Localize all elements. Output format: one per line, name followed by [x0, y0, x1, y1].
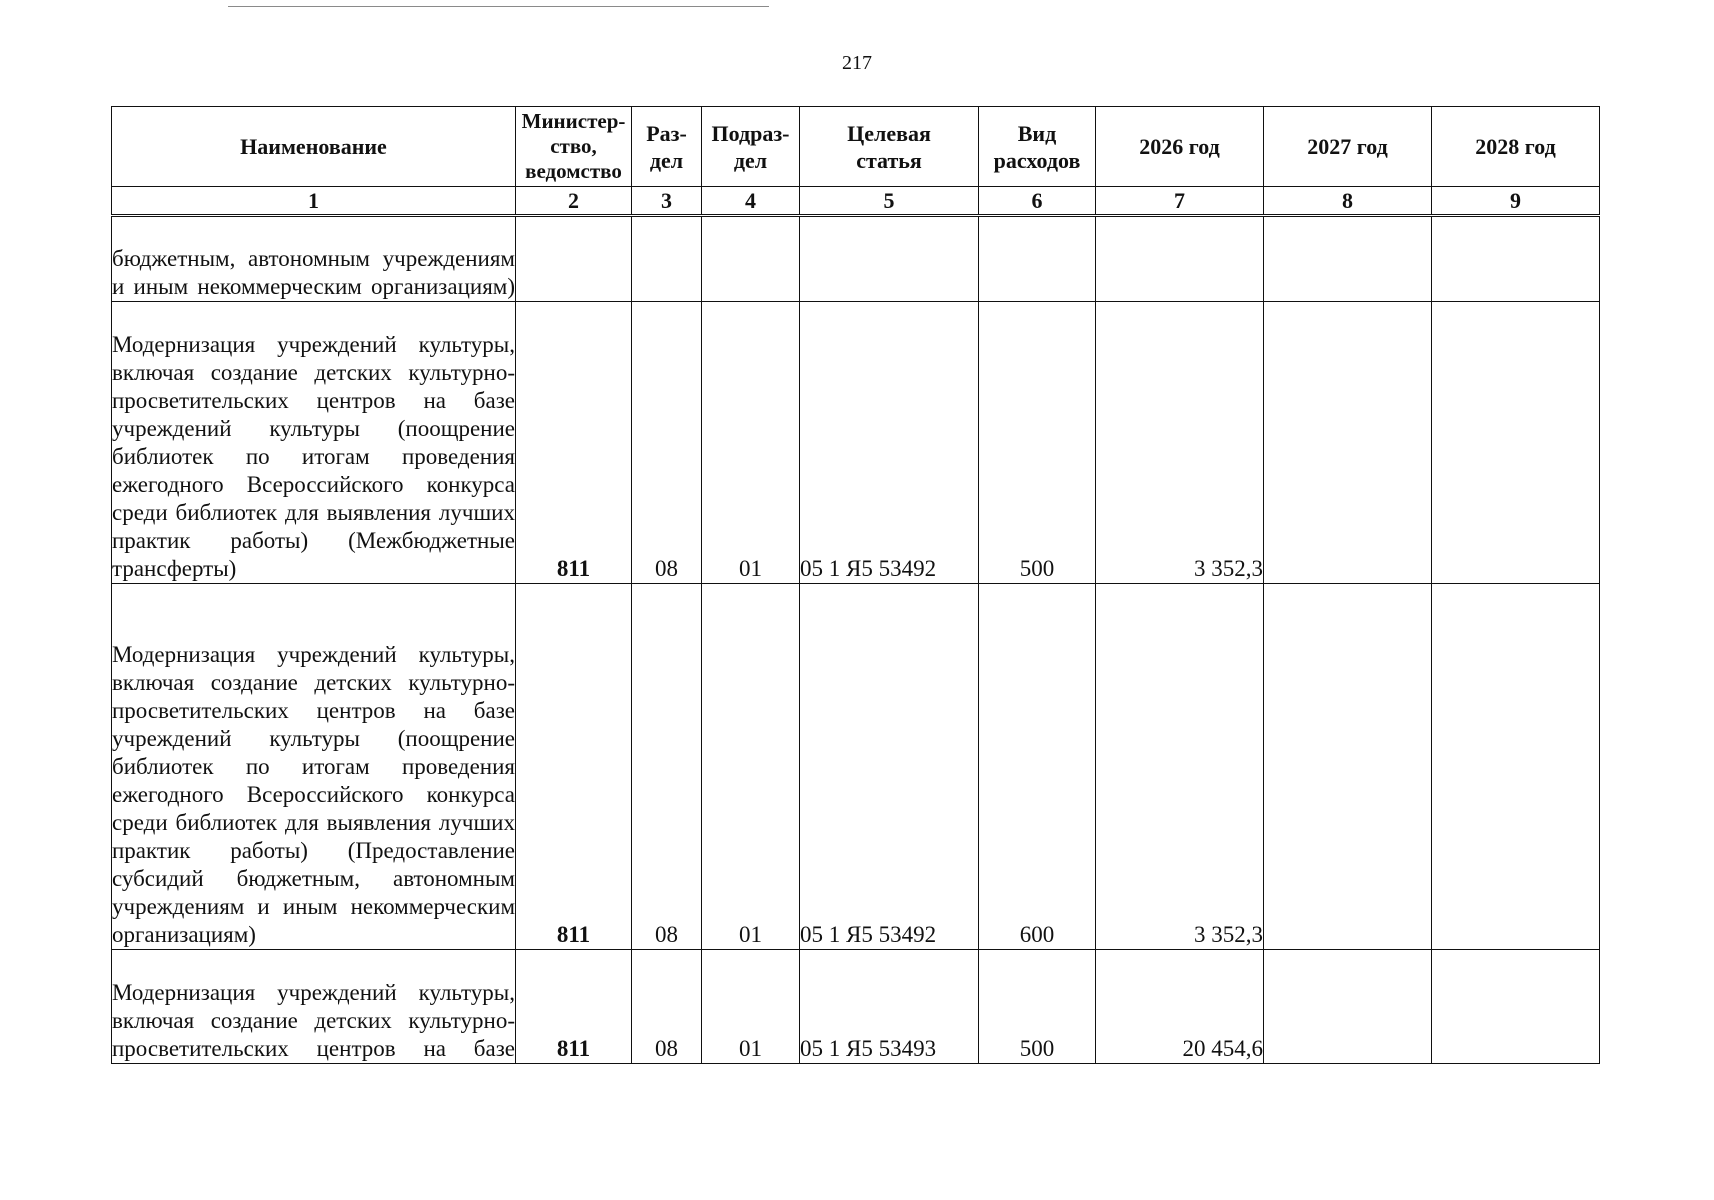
table-row: [112, 216, 1600, 302]
table-row: [112, 584, 1600, 950]
table-row: [112, 302, 1600, 584]
cell-target-article: 05 1 Я5 53492: [800, 302, 979, 584]
header-row: [112, 107, 1600, 187]
col-number: 2: [516, 187, 632, 216]
col-header-2026: 2026 год: [1096, 107, 1264, 187]
col-number: 9: [1432, 187, 1600, 216]
cell-target-article: [800, 216, 979, 302]
cell-target-article: 05 1 Я5 53492: [800, 584, 979, 950]
cell-subsection: 01: [702, 950, 800, 1064]
cell-name: Модернизация учреждений культуры, включая создание детских культурно-просветительских центров на базе: [112, 950, 516, 1064]
col-number: 7: [1096, 187, 1264, 216]
cell-expense-type: 500: [979, 950, 1096, 1064]
cell-name: Модернизация учреждений культуры, включая создание детских культурно-просветительских центров на базе учреждений культуры (поощрение библиотек по итогам проведения ежегодного Всероссийского конкурса среди библиотек для выявления лучших практик работы) (Предоставление субсидий бюджетным, автономным учреждениям и иным некоммерческим организациям): [112, 584, 516, 950]
col-header-subsection: Подраз-дел: [702, 107, 800, 187]
cell-2026: 3 352,3: [1096, 302, 1264, 584]
budget-table: [111, 106, 1600, 1064]
col-header-target-article: Целевая статья: [800, 107, 979, 187]
col-number: 1: [112, 187, 516, 216]
cell-subsection: [702, 216, 800, 302]
cell-2028: [1432, 584, 1600, 950]
cell-2027: [1264, 950, 1432, 1064]
cell-2027: [1264, 302, 1432, 584]
col-number: 6: [979, 187, 1096, 216]
cell-2027: [1264, 584, 1432, 950]
cell-2028: [1432, 950, 1600, 1064]
cell-2028: [1432, 302, 1600, 584]
cell-ministry: 811: [516, 584, 632, 950]
cell-2026: [1096, 216, 1264, 302]
cell-section: [632, 216, 702, 302]
col-header-2028: 2028 год: [1432, 107, 1600, 187]
table-row: [112, 950, 1600, 1064]
cell-2026: 20 454,6: [1096, 950, 1264, 1064]
col-header-ministry: Министер-ство, ведомство: [516, 107, 632, 187]
col-number: 5: [800, 187, 979, 216]
cell-ministry: [516, 216, 632, 302]
page-number: 217: [842, 52, 872, 74]
col-number: 8: [1264, 187, 1432, 216]
cell-section: 08: [632, 302, 702, 584]
cell-expense-type: 600: [979, 584, 1096, 950]
column-number-row: [112, 187, 1600, 216]
cell-ministry: 811: [516, 302, 632, 584]
col-header-name: Наименование: [112, 107, 516, 187]
cell-target-article: 05 1 Я5 53493: [800, 950, 979, 1064]
col-header-section: Раз-дел: [632, 107, 702, 187]
col-header-expense-type: Вид расходов: [979, 107, 1096, 187]
cell-subsection: 01: [702, 302, 800, 584]
cell-section: 08: [632, 584, 702, 950]
cell-2027: [1264, 216, 1432, 302]
cell-ministry: 811: [516, 950, 632, 1064]
cell-expense-type: 500: [979, 302, 1096, 584]
cell-section: 08: [632, 950, 702, 1064]
col-number: 4: [702, 187, 800, 216]
col-header-2027: 2027 год: [1264, 107, 1432, 187]
cell-subsection: 01: [702, 584, 800, 950]
cell-expense-type: [979, 216, 1096, 302]
cell-2028: [1432, 216, 1600, 302]
cell-2026: 3 352,3: [1096, 584, 1264, 950]
top-rule: [228, 6, 769, 7]
cell-name: бюджетным, автономным учреждениям и иным некоммерческим организациям): [112, 216, 516, 302]
cell-name: Модернизация учреждений культуры, включая создание детских культурно-просветительских центров на базе учреждений культуры (поощрение библиотек по итогам проведения ежегодного Всероссийского конкурса среди библиотек для выявления лучших практик работы) (Межбюджетные трансферты): [112, 302, 516, 584]
col-number: 3: [632, 187, 702, 216]
